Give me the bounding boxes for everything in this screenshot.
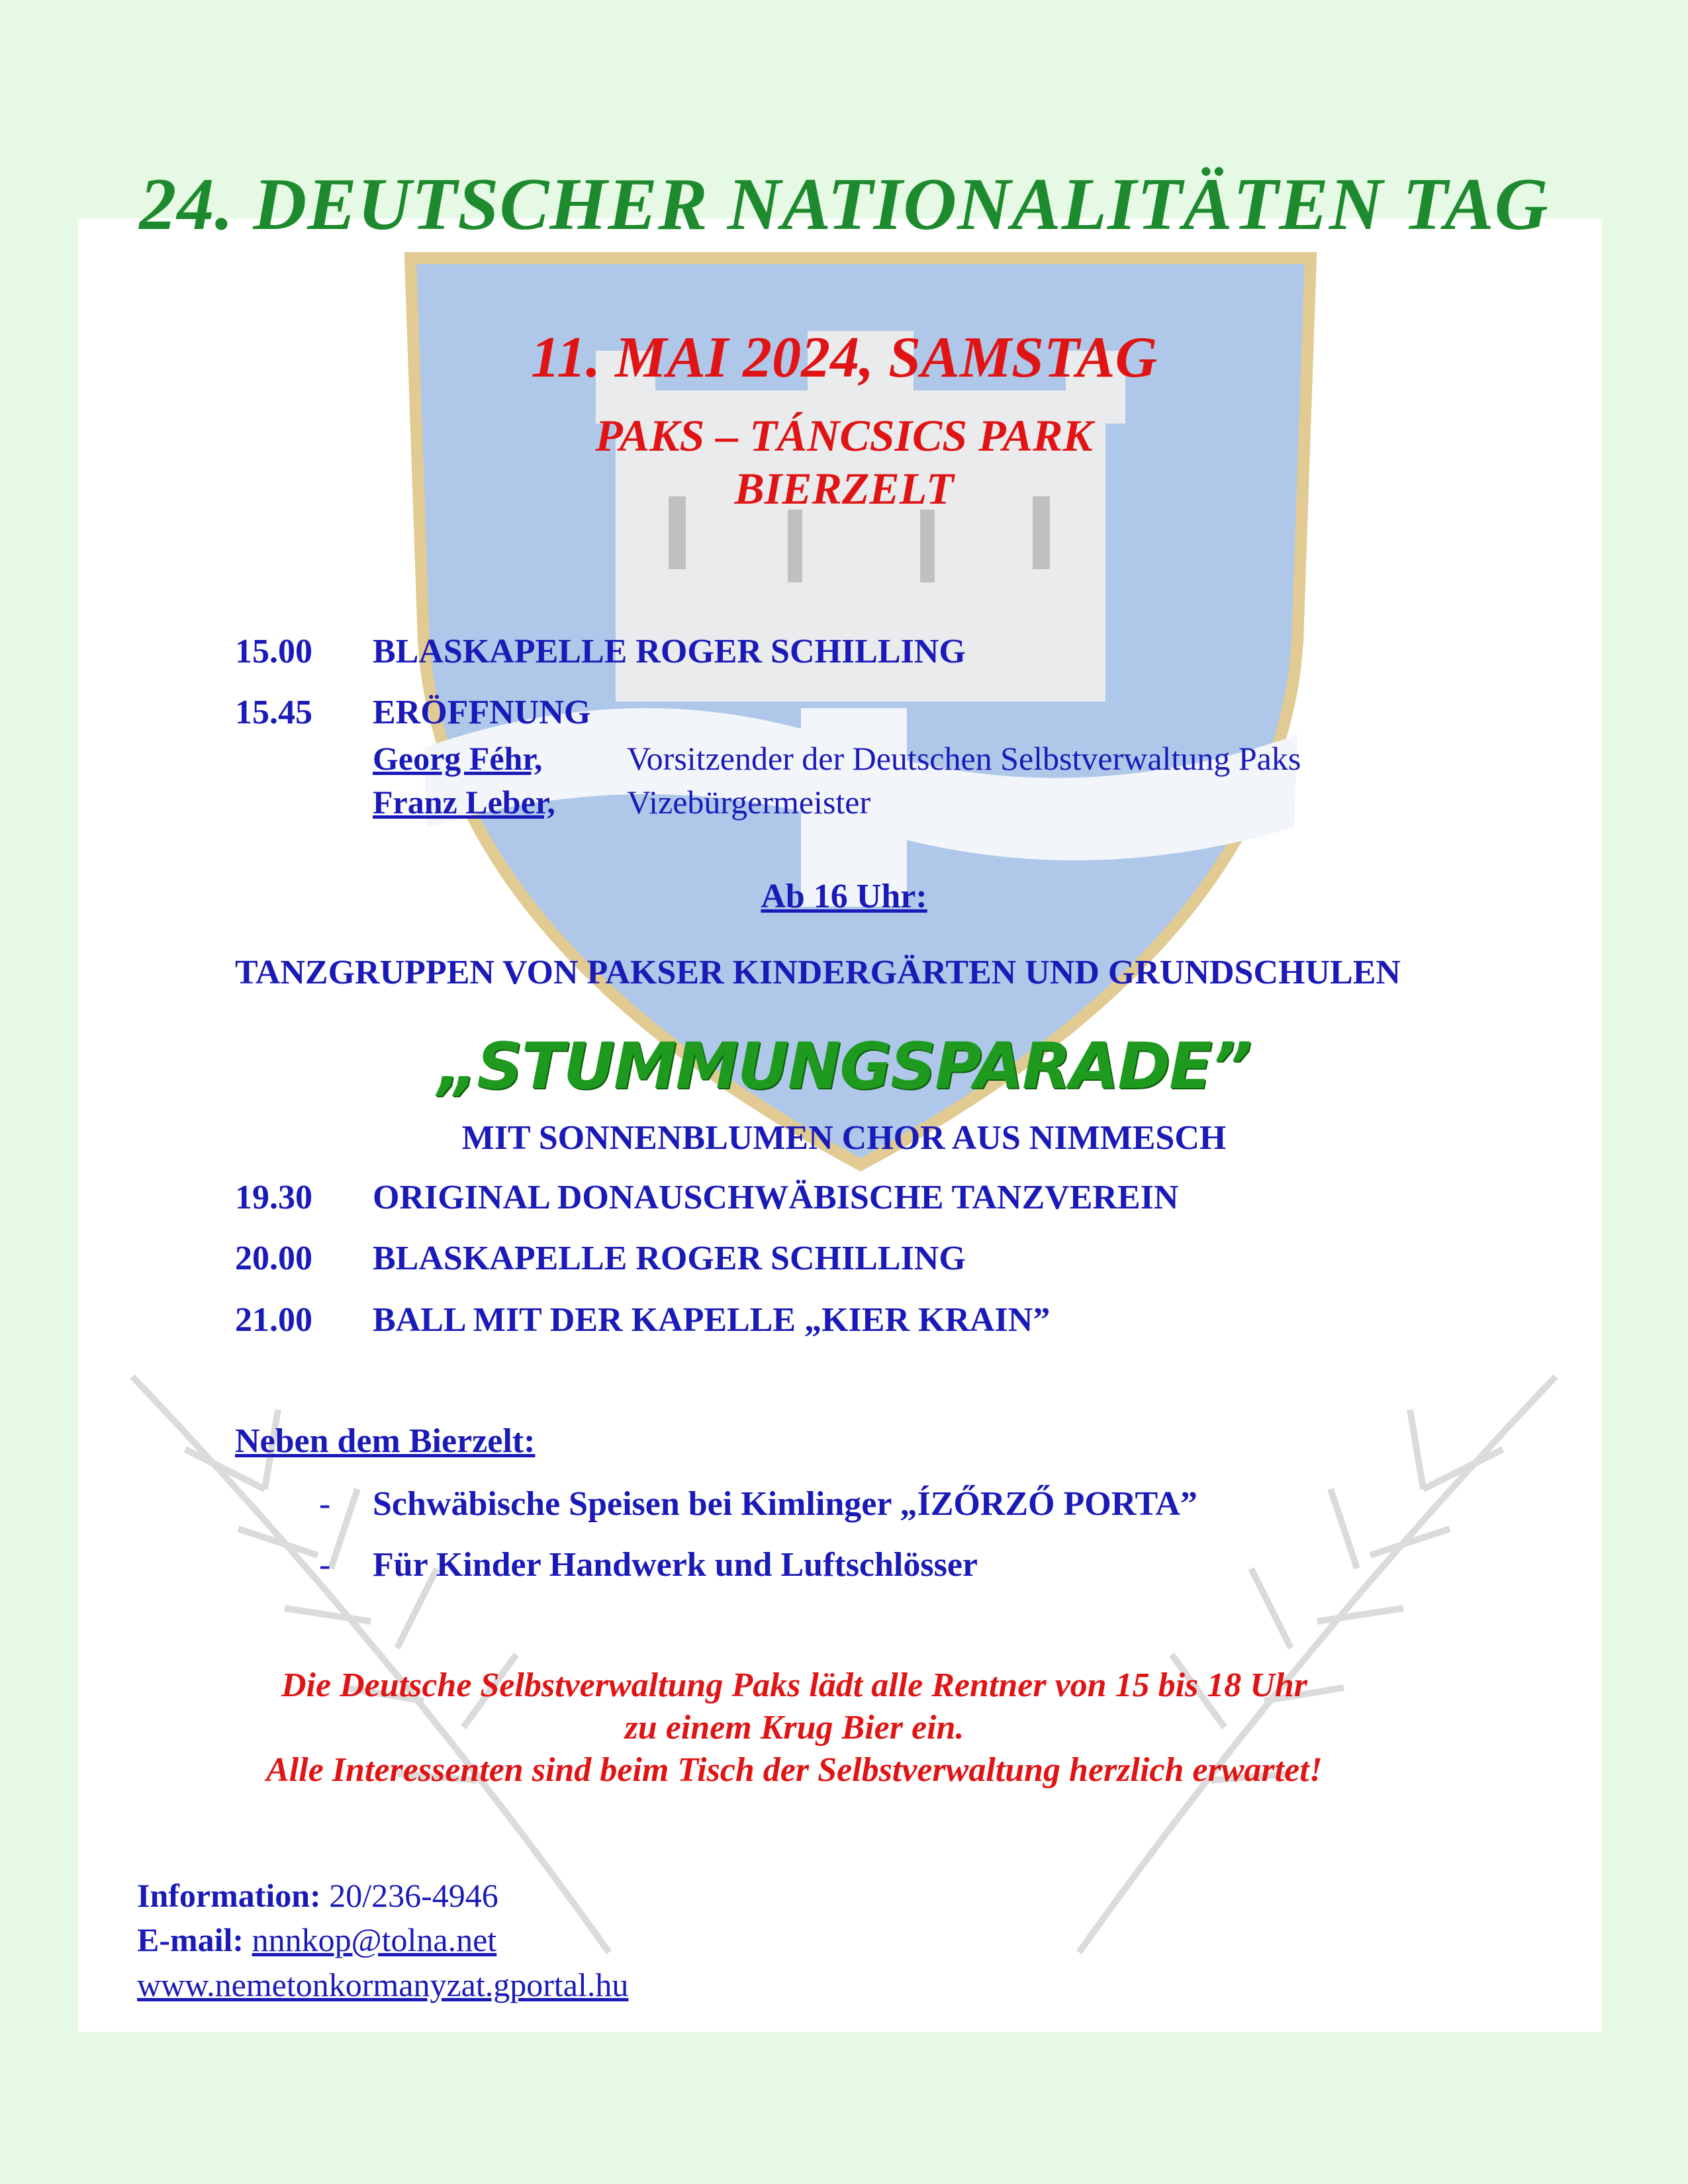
speaker-name: Franz Leber, xyxy=(373,784,555,821)
page-title: 24. DEUTSCHER NATIONALITÄTEN TAG xyxy=(139,163,1549,246)
contact-info xyxy=(137,1876,498,1915)
invitation-line-2: zu einem Krug Bier ein. xyxy=(624,1709,964,1747)
info-label: Information: xyxy=(137,1877,321,1914)
email-link[interactable]: nnnkop@tolna.net xyxy=(252,1921,497,1958)
program-time: 15.00 xyxy=(235,633,312,670)
bullet-dash: - xyxy=(319,1485,331,1523)
location-line-2: BIERZELT xyxy=(734,463,954,514)
phone-number: 20/236-4946 xyxy=(329,1877,498,1914)
contact-email xyxy=(137,1921,496,1959)
speaker-role: Vorsitzender der Deutschen Selbstverwaltung Paks xyxy=(627,740,1301,777)
email-label: E-mail: xyxy=(137,1921,244,1958)
contact-website xyxy=(137,1966,628,2004)
invitation-line-3: Alle Interessenten sind beim Tisch der Selbstverwaltung herzlich erwartet! xyxy=(266,1751,1323,1789)
bullet-text: Für Kinder Handwerk und Luftschlösser xyxy=(373,1546,978,1584)
event-location xyxy=(0,409,1688,515)
beside-heading: Neben dem Bierzelt: xyxy=(235,1422,536,1460)
speaker-name: Georg Féhr, xyxy=(373,740,543,777)
invitation-text xyxy=(0,1664,1688,1792)
program-time: 20.00 xyxy=(235,1240,312,1277)
program-text: ERÖFFNUNG xyxy=(373,694,591,731)
bullet-text: Schwäbische Speisen bei Kimlinger „ÍZŐRZŐ PORTA” xyxy=(373,1485,1197,1523)
program-time: 15.45 xyxy=(235,694,312,731)
dance-groups: TANZGRUPPEN VON PAKSER KINDERGÄRTEN UND GRUNDSCHULEN xyxy=(235,954,1401,991)
program-text: BALL MIT DER KAPELLE „KIER KRAIN” xyxy=(373,1301,1051,1339)
event-date: 11. MAI 2024, SAMSTAG xyxy=(530,326,1158,390)
program-time: 21.00 xyxy=(235,1301,312,1339)
invitation-line-1: Die Deutsche Selbstverwaltung Paks lädt alle Rentner von 15 bis 18 Uhr xyxy=(281,1666,1307,1704)
location-line-1: PAKS – TÁNCSICS PARK xyxy=(595,410,1093,461)
program-text: BLASKAPELLE ROGER SCHILLING xyxy=(373,633,966,670)
choir-line: MIT SONNENBLUMEN CHOR AUS NIMMESCH xyxy=(461,1119,1227,1157)
bullet-dash: - xyxy=(319,1546,331,1584)
ab-16-uhr-heading: Ab 16 Uhr: xyxy=(761,878,927,915)
stimmungsparade-title: „STUMMUNGSPARADE” xyxy=(437,1029,1251,1103)
program-text: BLASKAPELLE ROGER SCHILLING xyxy=(373,1240,966,1277)
program-text: ORIGINAL DONAUSCHWÄBISCHE TANZVEREIN xyxy=(373,1179,1179,1216)
program-time: 19.30 xyxy=(235,1179,312,1216)
website-link[interactable]: www.nemetonkormanyzat.gportal.hu xyxy=(137,1966,629,2003)
speaker-role: Vizebürgermeister xyxy=(627,784,871,821)
